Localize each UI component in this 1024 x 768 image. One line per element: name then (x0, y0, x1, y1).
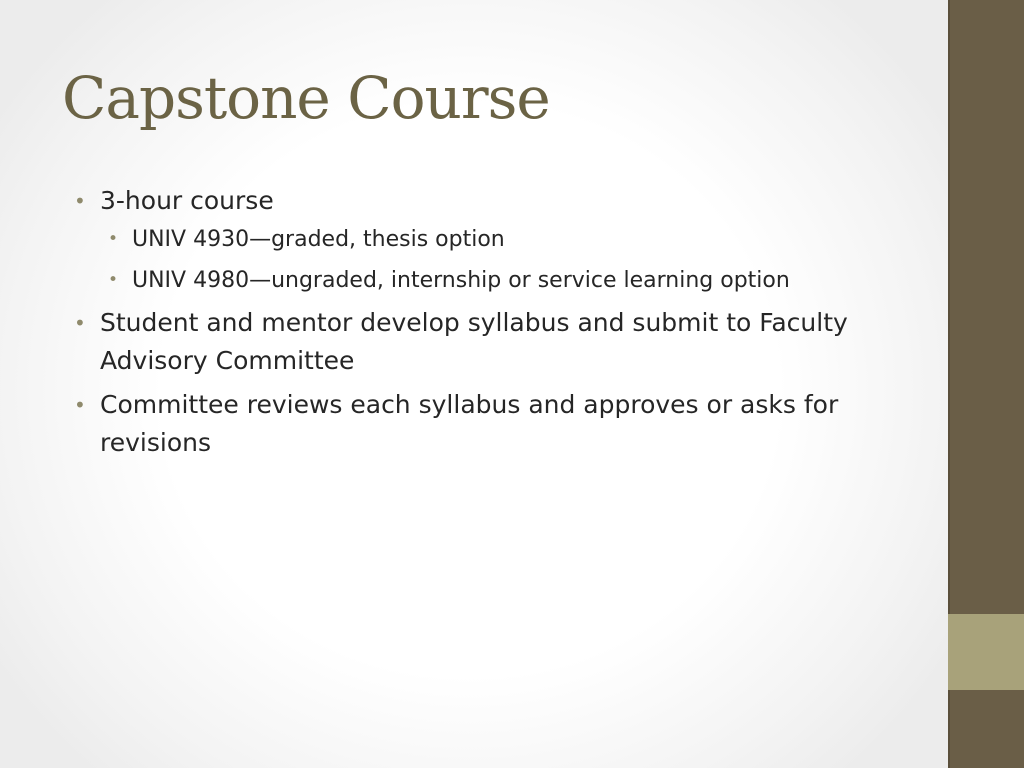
sub-bullet-icon: • (108, 270, 119, 290)
sub-bullet-text: UNIV 4930—graded, thesis option (132, 227, 505, 252)
bullet-item (74, 182, 894, 220)
bullet-item (74, 304, 894, 380)
side-band-accent (948, 614, 1024, 690)
bullet-list (74, 182, 894, 468)
sub-bullet-text: UNIV 4980—ungraded, internship or service learning option (132, 268, 790, 293)
sub-bullet-icon: • (108, 229, 119, 249)
sub-bullet-item (98, 263, 894, 298)
slide-title: Capstone Course (62, 64, 550, 132)
bullet-icon: • (74, 393, 86, 417)
bullet-text: Student and mentor develop syllabus and submit to Faculty Advisory Committee (100, 308, 848, 375)
bullet-icon: • (74, 189, 86, 213)
bullet-text: Committee reviews each syllabus and approves or asks for revisions (100, 390, 839, 457)
side-band (948, 0, 1024, 768)
sub-bullet-item (98, 222, 894, 257)
bullet-text: 3-hour course (100, 186, 274, 215)
bullet-item (74, 386, 894, 462)
bullet-icon: • (74, 311, 86, 335)
